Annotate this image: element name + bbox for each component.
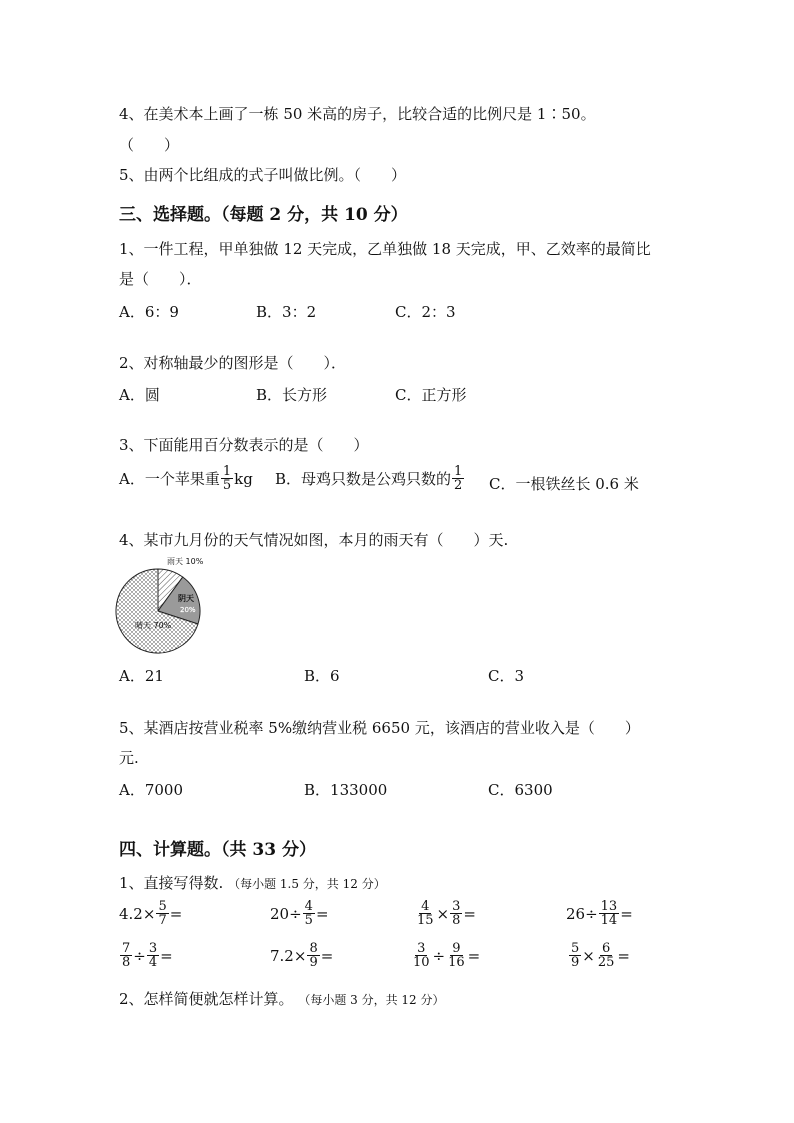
numerator: 3 bbox=[417, 941, 426, 956]
calc-item-r2c4 bbox=[568, 942, 630, 969]
denominator: 15 bbox=[417, 913, 434, 928]
fraction bbox=[411, 942, 432, 969]
fraction bbox=[596, 942, 617, 969]
calc-prefix: 20÷ bbox=[270, 904, 302, 923]
equals: = bbox=[169, 904, 183, 923]
numerator: 5 bbox=[158, 899, 167, 914]
fraction-one-half bbox=[452, 465, 464, 492]
denominator: 5 bbox=[304, 913, 313, 928]
numerator: 3 bbox=[148, 941, 158, 956]
fraction bbox=[303, 900, 315, 927]
unit-kg: kg bbox=[234, 469, 253, 488]
calc-question-1 bbox=[119, 872, 386, 893]
mc-q4-option-a: A．21 bbox=[119, 667, 164, 685]
numerator: 1 bbox=[454, 464, 463, 479]
section-4-heading: 四、计算题。（共 33 分） bbox=[119, 840, 316, 860]
mc-question-1-line2: 是（ ）． bbox=[119, 270, 202, 288]
equals: = bbox=[315, 904, 329, 923]
pie-label-rainy: 雨天 10% bbox=[167, 557, 204, 566]
mc-q1-option-c: C．2：3 bbox=[395, 303, 456, 321]
equals: = bbox=[160, 946, 173, 965]
equals: = bbox=[463, 904, 476, 923]
fraction bbox=[147, 942, 159, 969]
mc-question-1-line1: 1、一件工程，甲单独做 12 天完成，乙单独做 18 天完成，甲、乙效率的最简比 bbox=[119, 240, 651, 258]
numerator: 1 bbox=[222, 464, 232, 479]
numerator: 3 bbox=[452, 899, 461, 914]
numerator: 4 bbox=[421, 899, 430, 914]
equals: = bbox=[467, 946, 481, 965]
denominator: 16 bbox=[448, 955, 465, 970]
equals: = bbox=[320, 946, 334, 965]
calc-prefix: 4.2× bbox=[119, 904, 156, 923]
calc-question-2 bbox=[119, 988, 445, 1009]
fraction bbox=[450, 900, 462, 927]
numerator: 5 bbox=[571, 941, 580, 956]
mc-q1-option-a: A．6：9 bbox=[119, 303, 179, 321]
denominator: 7 bbox=[158, 913, 167, 928]
section-3-heading: 三、选择题。（每题 2 分，共 10 分） bbox=[119, 205, 408, 225]
denominator: 8 bbox=[122, 955, 131, 970]
mc-q3-option-a bbox=[119, 465, 253, 492]
weather-pie-chart bbox=[115, 555, 245, 659]
pie-label-cloudy-name: 阴天 bbox=[178, 594, 194, 603]
calc-item-r2c2 bbox=[270, 942, 333, 969]
mc-q3-option-c: C．一根铁丝长 0.6 米 bbox=[489, 475, 639, 493]
calc-prefix: 7.2× bbox=[270, 946, 307, 965]
fraction-one-fifth bbox=[221, 465, 233, 492]
mc-q3-option-b-text: B．母鸡只数是公鸡只数的 bbox=[275, 470, 452, 488]
tf-question-4-answer-paren: （ ） bbox=[119, 136, 180, 154]
calc-question-2-note: （每小题 3 分，共 12 分） bbox=[298, 993, 445, 1007]
numerator: 8 bbox=[309, 941, 318, 956]
numerator: 13 bbox=[600, 899, 618, 914]
numerator: 4 bbox=[304, 899, 313, 914]
calc-item-r1c1 bbox=[119, 900, 182, 927]
fraction bbox=[156, 900, 168, 927]
mc-question-3: 3、下面能用百分数表示的是（ ） bbox=[119, 436, 369, 454]
calc-item-r2c3 bbox=[410, 942, 480, 969]
denominator: 9 bbox=[309, 955, 318, 970]
mc-q3-option-b bbox=[275, 465, 465, 492]
numerator: 9 bbox=[452, 941, 461, 956]
denominator: 9 bbox=[571, 955, 580, 970]
tf-question-4: 4、在美术本上画了一栋 50 米高的房子，比较合适的比例尺是 1∶50。 bbox=[119, 105, 596, 123]
mc-q4-option-b: B．6 bbox=[304, 667, 340, 685]
mc-q2-option-a: A．圆 bbox=[119, 386, 160, 404]
mc-q1-option-b: B．3：2 bbox=[256, 303, 317, 321]
operator: ÷ bbox=[432, 946, 446, 965]
operator: × bbox=[582, 946, 595, 965]
denominator: 2 bbox=[454, 478, 463, 493]
equals: = bbox=[620, 904, 633, 923]
fraction bbox=[446, 942, 467, 969]
mc-q2-option-c: C．正方形 bbox=[395, 386, 467, 404]
fraction bbox=[569, 942, 581, 969]
mc-question-4: 4、某市九月份的天气情况如图，本月的雨天有（ ）天. bbox=[119, 531, 509, 549]
denominator: 14 bbox=[600, 913, 618, 928]
equals: = bbox=[617, 946, 630, 965]
mc-q2-option-b: B．长方形 bbox=[256, 386, 328, 404]
mc-q3-option-a-text: A．一个苹果重 bbox=[119, 470, 220, 488]
denominator: 4 bbox=[148, 955, 158, 970]
denominator: 5 bbox=[222, 478, 232, 493]
fraction bbox=[307, 942, 319, 969]
calc-item-r1c3 bbox=[414, 900, 476, 927]
operator: × bbox=[436, 904, 450, 923]
numerator: 6 bbox=[601, 941, 611, 956]
tf-question-5: 5、由两个比组成的式子叫做比例。（ ） bbox=[119, 166, 407, 184]
mc-question-2: 2、对称轴最少的图形是（ ）． bbox=[119, 354, 347, 372]
mc-q4-option-c: C．3 bbox=[488, 667, 525, 685]
calc-prefix: 26÷ bbox=[566, 904, 598, 923]
calc-item-r1c4 bbox=[566, 900, 633, 927]
denominator: 10 bbox=[413, 955, 430, 970]
numerator: 7 bbox=[122, 941, 131, 956]
operator: ÷ bbox=[133, 946, 146, 965]
fraction bbox=[120, 942, 132, 969]
calc-item-r2c1 bbox=[119, 942, 173, 969]
fraction bbox=[599, 900, 620, 927]
pie-label-cloudy-value: 20% bbox=[180, 606, 196, 614]
mc-question-5-line1: 5、某酒店按营业税率 5%缴纳营业税 6650 元，该酒店的营业收入是（ ） bbox=[119, 719, 640, 737]
denominator: 25 bbox=[597, 955, 615, 970]
mc-q5-option-c: C．6300 bbox=[488, 781, 553, 799]
mc-q5-option-b: B．133000 bbox=[304, 781, 388, 799]
calc-question-1-note: （每小题 1.5 分，共 12 分） bbox=[228, 877, 386, 891]
pie-label-sunny: 晴天 70% bbox=[135, 621, 172, 630]
calc-question-1-text: 1、直接写得数. bbox=[119, 874, 224, 892]
fraction bbox=[415, 900, 436, 927]
calc-item-r1c2 bbox=[270, 900, 329, 927]
mc-q5-option-a: A．7000 bbox=[119, 781, 184, 799]
calc-question-2-text: 2、怎样简便就怎样计算。 bbox=[119, 990, 294, 1008]
denominator: 8 bbox=[452, 913, 461, 928]
mc-question-5-line2: 元. bbox=[119, 749, 139, 767]
